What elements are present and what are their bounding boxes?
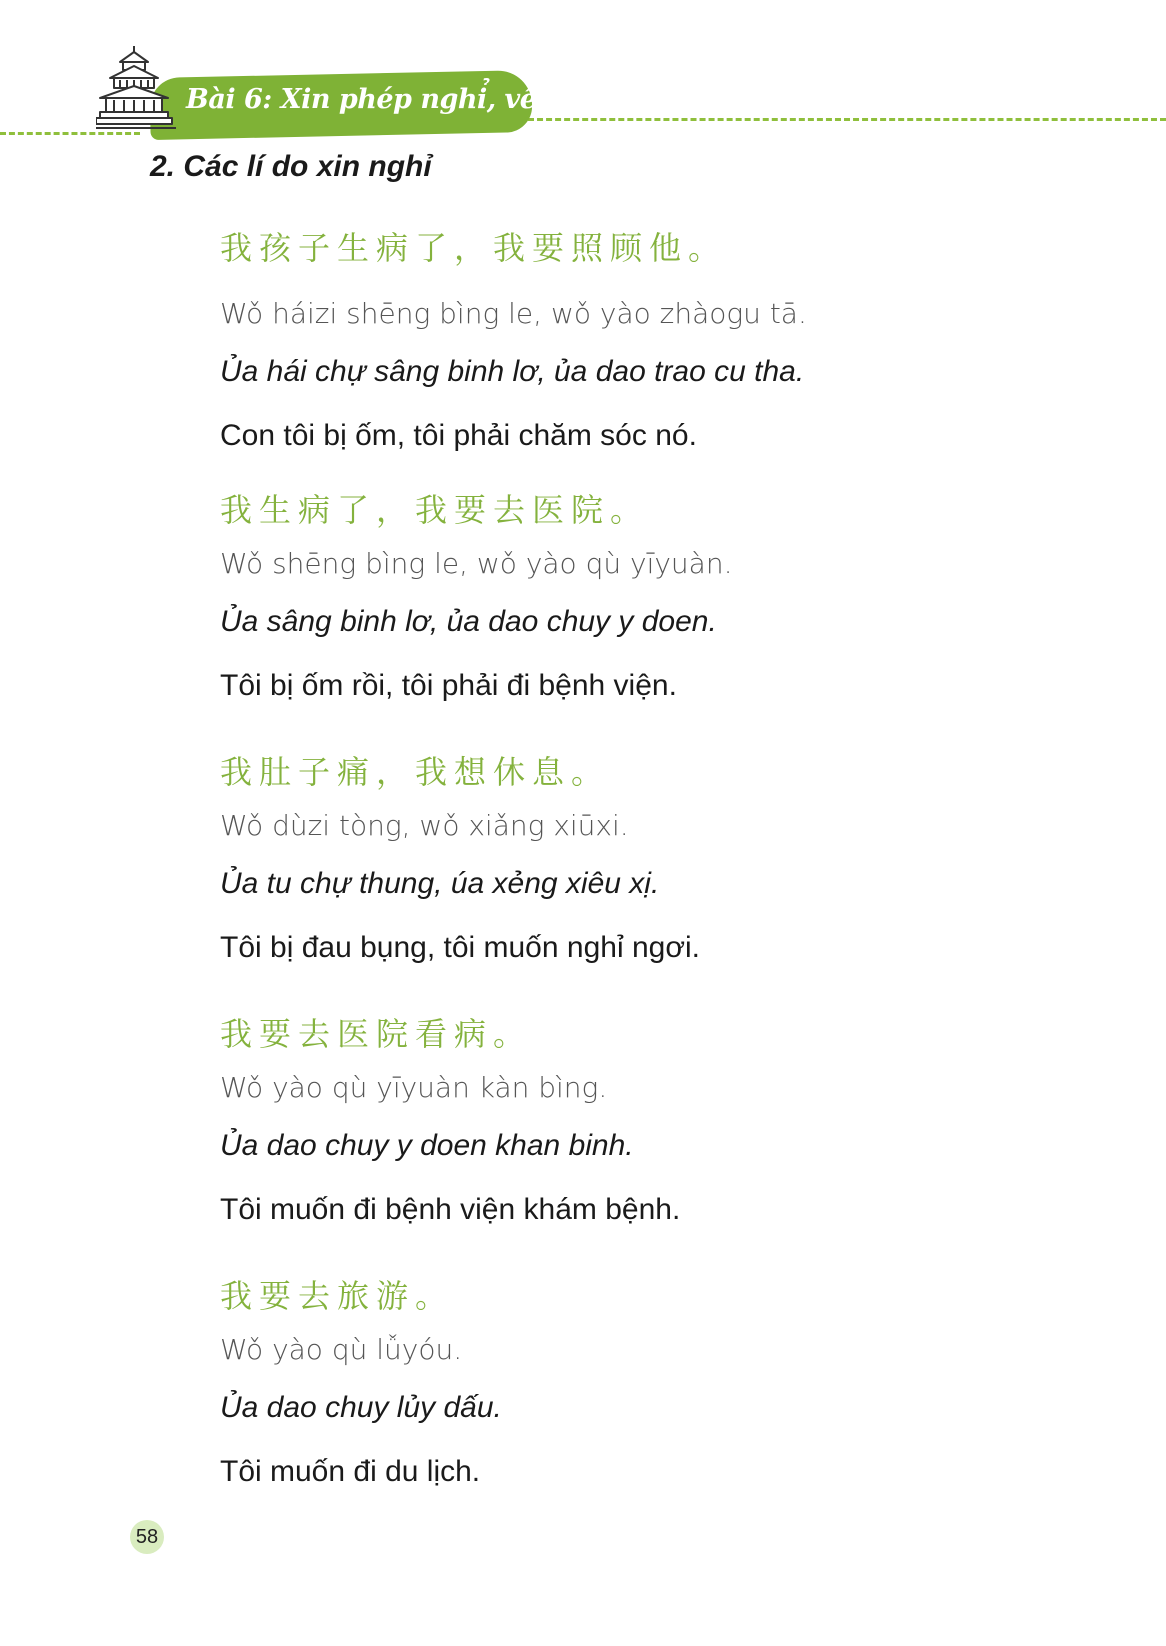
header-dashed-line-right	[528, 118, 1166, 121]
phrase-hanzi: 我生病了，我要去医院。	[220, 491, 650, 529]
phrase-meaning: Tôi muốn đi bệnh viện khám bệnh.	[220, 1193, 681, 1226]
phrase-pinyin: Wǒ háizi shēng bìng le, wǒ yào zhàogu tā.	[220, 297, 807, 330]
phrase-entry	[220, 1276, 1120, 1490]
phrase-pinyin: Wǒ shēng bìng le, wǒ yào qù yīyuàn.	[220, 547, 733, 580]
section-title: 2. Các lí do xin nghỉ	[150, 150, 432, 183]
phrase-meaning: Con tôi bị ốm, tôi phải chăm sóc nó.	[220, 419, 697, 452]
phrase-reading: Ủa tu chự thung, úa xẻng xiêu xị.	[220, 867, 660, 900]
phrase-entry	[220, 752, 1120, 966]
phrase-reading: Ủa dao chuy y doen khan binh.	[220, 1129, 634, 1162]
phrase-meaning: Tôi bị đau bụng, tôi muốn nghỉ ngơi.	[220, 931, 700, 964]
phrase-reading: Ủa sâng binh lơ, ủa dao chuy y doen.	[220, 605, 717, 638]
phrase-reading: Ủa hái chự sâng binh lơ, ủa dao trao cu tha.	[220, 355, 805, 388]
phrase-reading: Ủa dao chuy lủy dấu.	[220, 1391, 502, 1424]
phrase-hanzi: 我肚子痛，我想休息。	[220, 753, 611, 791]
page-number: 58	[130, 1520, 164, 1554]
temple-icon	[96, 44, 186, 134]
phrase-hanzi: 我要去旅游。	[220, 1277, 455, 1315]
phrase-entry	[220, 228, 1120, 454]
phrase-hanzi: 我要去医院看病。	[220, 1015, 533, 1053]
phrase-pinyin: Wǒ dùzi tòng, wǒ xiǎng xiūxi.	[220, 809, 629, 842]
lesson-title: Bài 6: Xin phép nghỉ, về sớm	[186, 84, 606, 115]
phrase-pinyin: Wǒ yào qù yīyuàn kàn bìng.	[220, 1071, 608, 1104]
phrase-entry	[220, 490, 1120, 704]
phrase-pinyin: Wǒ yào qù lǚyóu.	[220, 1333, 463, 1366]
phrase-meaning: Tôi muốn đi du lịch.	[220, 1455, 481, 1488]
phrase-entry	[220, 1014, 1120, 1228]
phrase-meaning: Tôi bị ốm rồi, tôi phải đi bệnh viện.	[220, 669, 677, 702]
phrase-hanzi: 我孩子生病了，我要照顾他。	[220, 229, 728, 267]
